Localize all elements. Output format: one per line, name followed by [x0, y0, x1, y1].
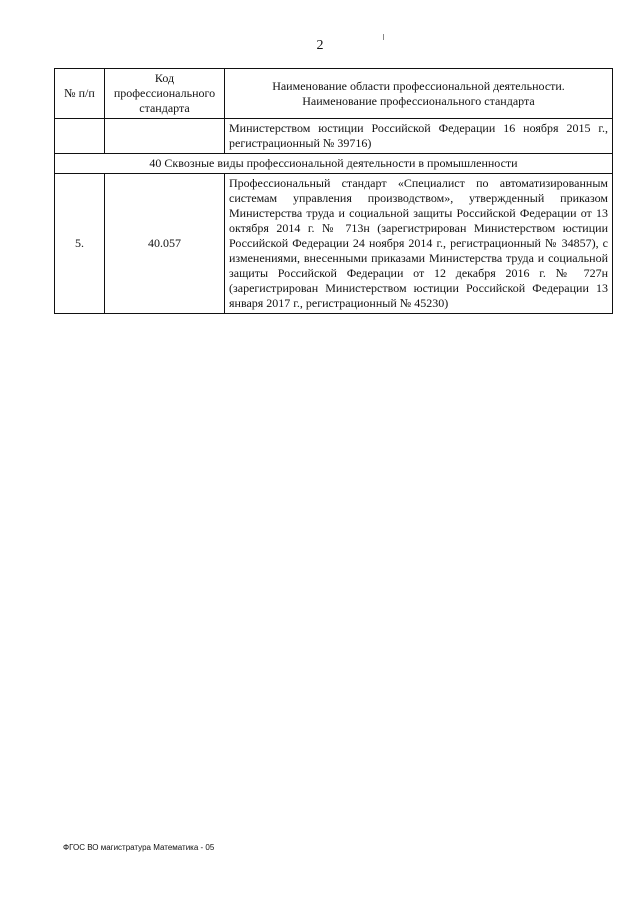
- row-number: 5.: [55, 174, 105, 314]
- section-row: [55, 154, 613, 174]
- row-standard-name: Профессиональный стандарт «Специалист по автоматизированным системам управления производством», утвержденный приказом Министерства труда и социальной защиты Российской Федерации от 13 октября 2014 г. № 713н (зарегистрирован Министерством юстиции Российской Федерации 24 ноября 2014 г., регистрационный № 34857), с изменениями, внесенными приказами Министерства труда и социальной защиты Российской Федерации от 12 декабря 2016 г. № 727н (зарегистрирован Министерством юстиции Российской Федерации 13 января 2017 г., регистрационный № 45230): [225, 174, 613, 314]
- continuation-num-cell: [55, 119, 105, 154]
- table-header-row: [55, 69, 613, 119]
- table-row-continuation: [55, 119, 613, 154]
- page-number: 2: [316, 38, 324, 53]
- header-number: № п/п: [55, 69, 105, 119]
- footer-text: ФГОС ВО магистратура Математика - 05: [63, 843, 215, 852]
- scan-mark: [383, 34, 384, 40]
- row-code: 40.057: [105, 174, 225, 314]
- header-name-line1: Наименование области профессиональной деятельности.: [272, 78, 565, 93]
- header-name: [225, 69, 613, 119]
- table-row: [55, 174, 613, 314]
- professional-standards-table: [54, 68, 613, 314]
- header-name-line2: Наименование профессионального стандарта: [302, 93, 535, 108]
- continuation-code-cell: [105, 119, 225, 154]
- header-code: Код профессионального стандарта: [105, 69, 225, 119]
- section-title: 40 Сквозные виды профессиональной деятельности в промышленности: [55, 154, 613, 174]
- continuation-text: Министерством юстиции Российской Федерации 16 ноября 2015 г., регистрационный № 39716): [225, 119, 613, 154]
